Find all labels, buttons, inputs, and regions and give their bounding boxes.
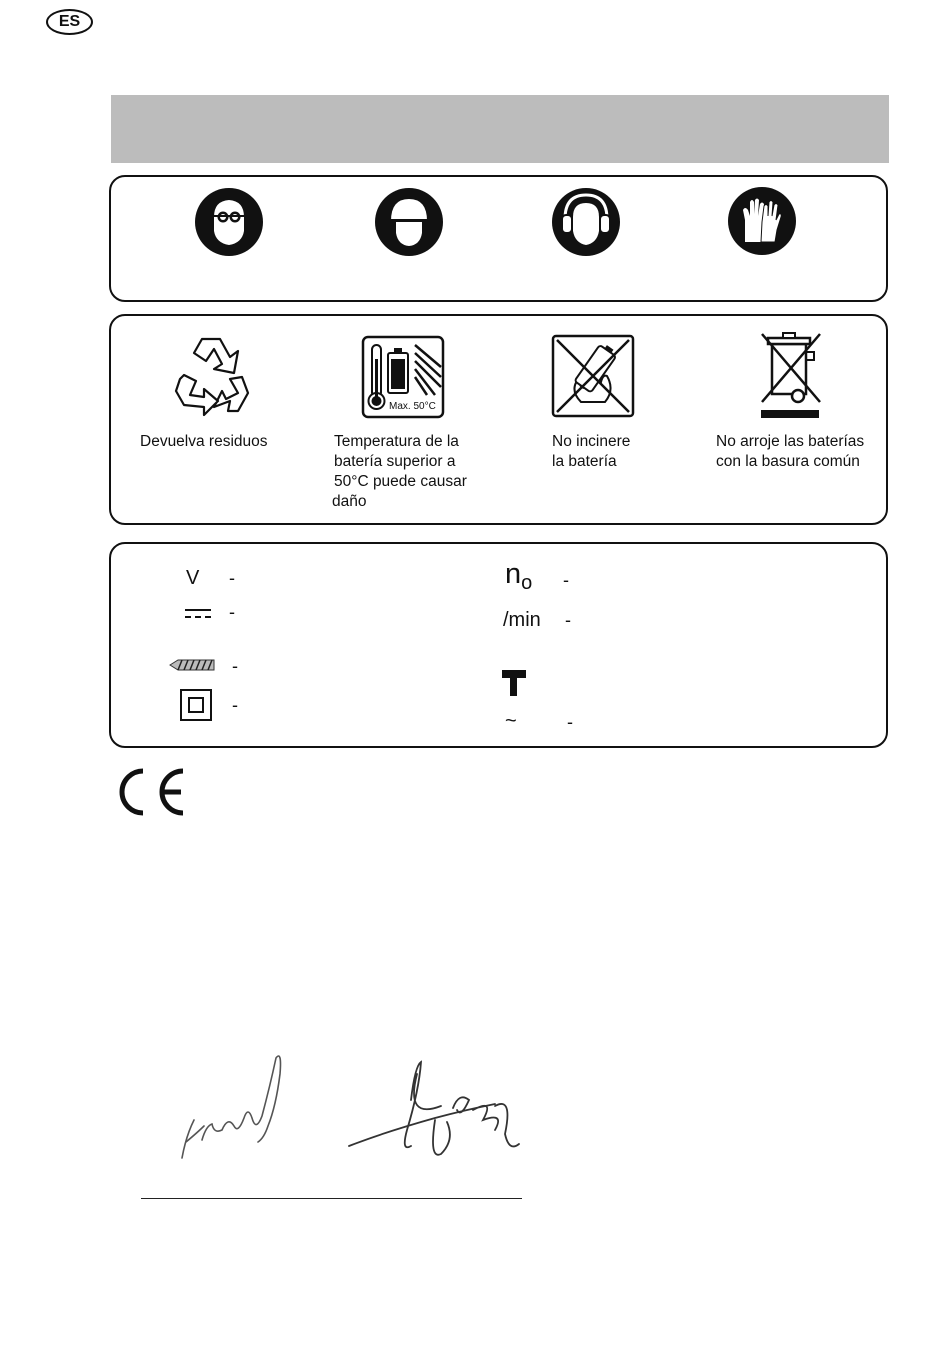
signature-1	[172, 1046, 292, 1168]
warning-label-no-trash: No arroje las baterías con la basura común	[716, 433, 865, 470]
hammer-icon	[500, 668, 528, 698]
language-badge: ES	[46, 9, 93, 35]
eye-protection-icon	[194, 187, 264, 257]
temperature-icon	[361, 335, 445, 419]
per-minute-dash: -	[565, 610, 571, 630]
section-header-bar	[111, 95, 889, 163]
alternating-current-dash: -	[567, 712, 573, 732]
recycle-icon	[168, 331, 254, 417]
signature-line	[141, 1198, 522, 1199]
double-insulation-icon	[180, 689, 212, 721]
specs-symbols-box	[109, 542, 888, 748]
no-trash-bin-icon	[758, 330, 824, 420]
warning-label-recycle: Devuelva residuos	[140, 433, 268, 450]
no-load-speed-symbol: $n_o$	[505, 558, 533, 594]
drill-bit-icon	[168, 658, 216, 672]
ce-mark-icon	[115, 767, 189, 817]
warning-label-temperature: Temperatura de la batería superior a 50°C puede causar daño	[332, 433, 467, 510]
dc-current-icon	[184, 607, 212, 621]
gloves-icon	[727, 186, 797, 256]
signature-2	[345, 1060, 530, 1170]
no-load-speed-dash: -	[563, 570, 569, 590]
no-incinerate-icon	[551, 334, 635, 418]
double-insulation-dash: -	[232, 695, 238, 715]
voltage-dash: -	[229, 568, 235, 588]
head-protection-icon	[374, 187, 444, 257]
drill-bit-dash: -	[232, 656, 238, 676]
ear-protection-icon	[551, 187, 621, 257]
dc-current-dash: -	[229, 602, 235, 622]
voltage-symbol: V	[186, 567, 200, 589]
per-minute-symbol: /min	[503, 609, 541, 631]
temperature-icon-text: Max. 50°C	[389, 401, 436, 412]
alternating-current-symbol: ~	[505, 710, 517, 732]
warning-label-no-incinerate: No incinere la batería	[552, 433, 631, 470]
